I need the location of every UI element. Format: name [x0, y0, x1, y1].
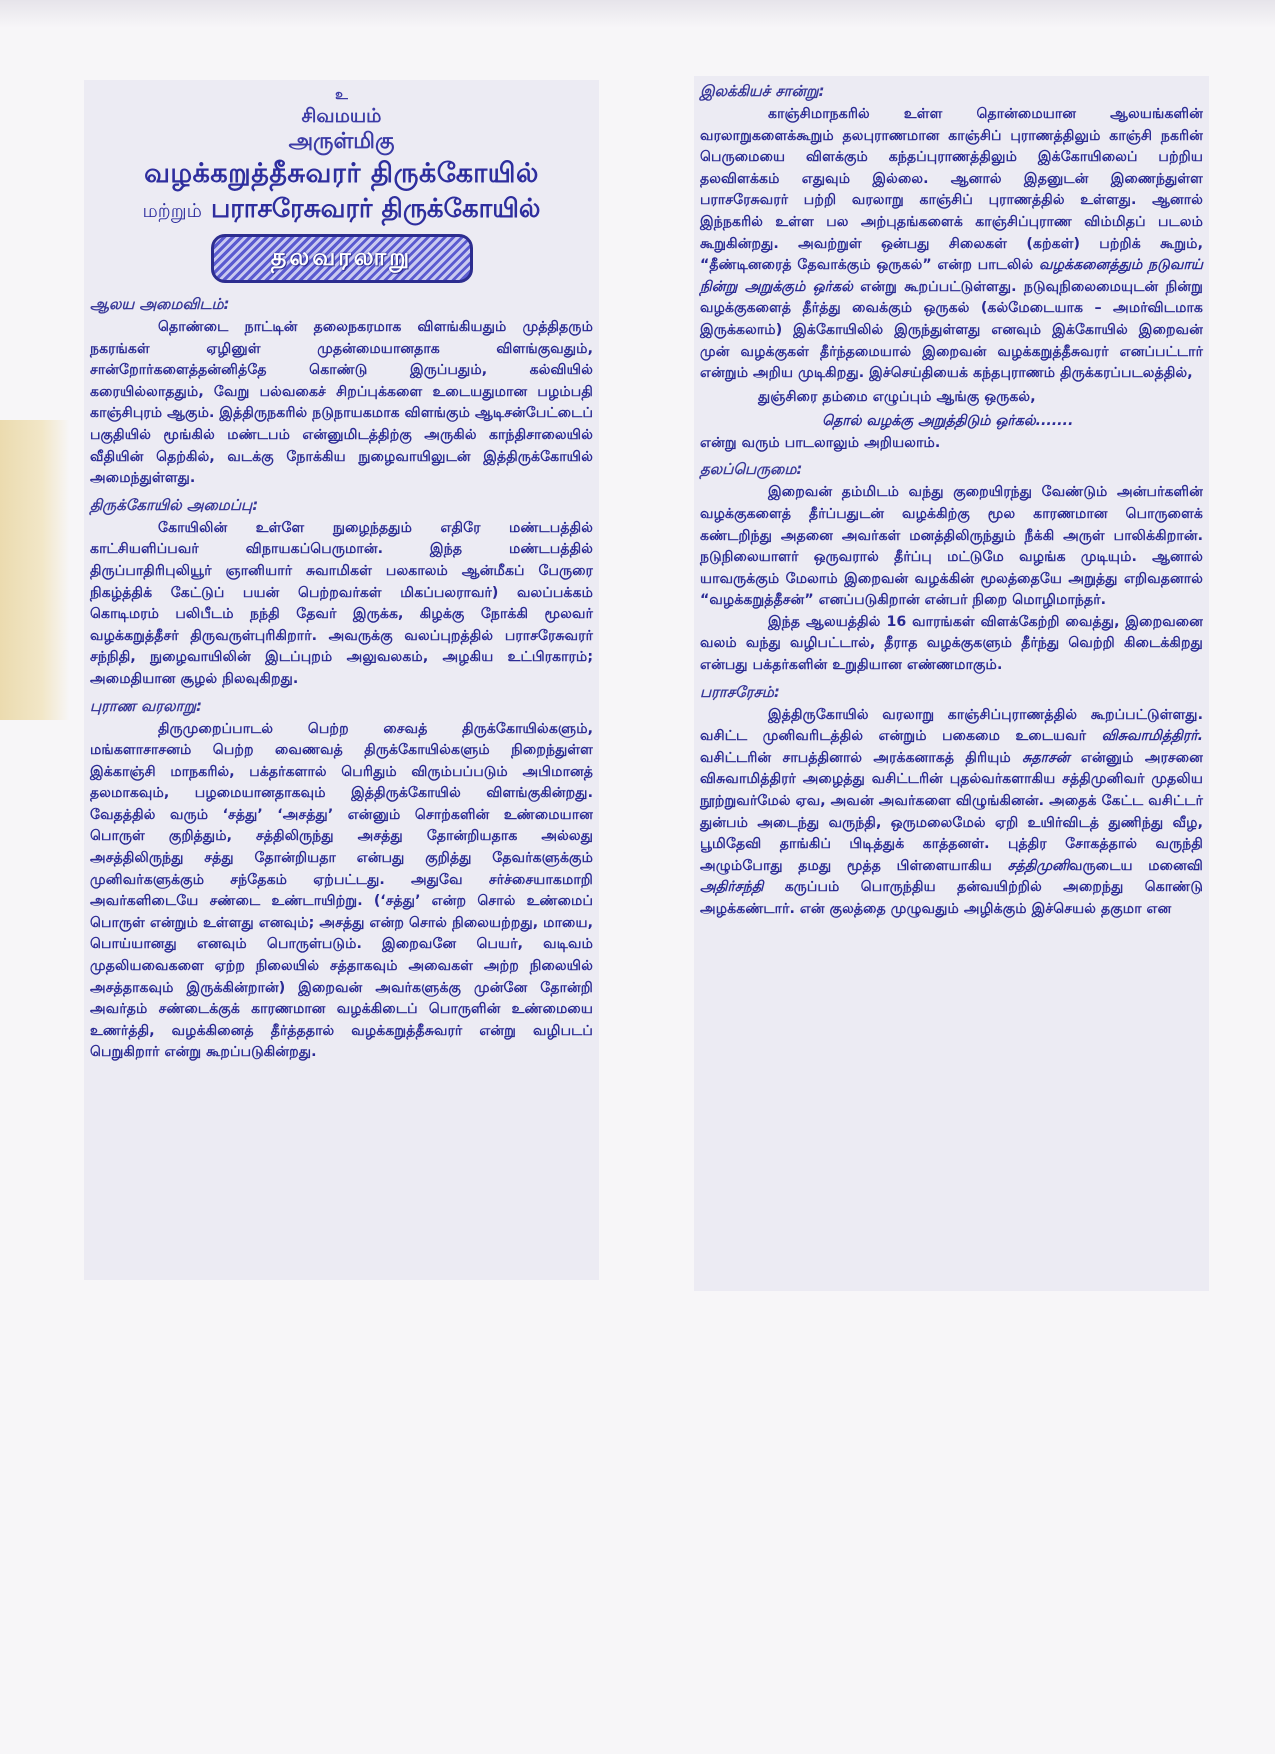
left-column [84, 80, 599, 1280]
page-top-edge [0, 0, 1275, 28]
section-text-greatness-1: இறைவன் தம்மிடம் வந்து குறையிரந்து வேண்டும் அன்பர்களின் வழக்குகளைத் தீர்ப்பதுடன் வழக்கிற்கு மூல காரணமான பொருளைக் கண்டறிந்து அதனை அவர்கள் மனத்திலிருந்தும் நீக்கி அருள் பாலிக்கிறான். நடுநிலையாளர் ஒருவரால் தீர்ப்பு மட்டுமே வழங்க முடியும். ஆனால் யாவருக்கும் மேலாம் இறைவன் வழக்கின் மூலத்தையே அறுத்து எறிவதனால் “வழக்கறுத்தீசன்” எனப்படுகிறான் என்பர் நிறை மொழிமாந்தர். [700, 484, 1203, 609]
section-title-greatness: தலப்பெருமை: [700, 460, 803, 479]
parasaresam-text-d: வருடைய மனைவி [1069, 857, 1203, 874]
section-text-literary [700, 104, 1203, 385]
temple-title-2 [90, 192, 593, 228]
section-text-structure: கோயிலின் உள்ளே நுழைந்ததும் எதிரே மண்டபத்தில் காட்சியளிப்பவர் விநாயகப்பெருமான். இந்த மண்டபத்தில் திருப்பாதிரிபுலியூர் ஞானியார் சுவாமிகள் பலகாலம் ஆன்மீகப் பேருரை நிகழ்த்திக் கேட்டுப் பயன் பெற்றவர்கள் மிகப்பலராவர்) வலப்பக்கம் கொடிமரம் பலிபீடம் நந்தி தேவர் இருக்க, கிழக்கு நோக்கி மூலவர் வழக்கறுத்தீசர் திருவருள்புரிகிறார். அவருக்கு வலப்புறத்தில் பராசரேசுவரர் சந்நிதி, நுழைவாயிலின் இடப்புறம் அலுவலகம், அழகிய உட்பிரகாரம்; அமைதியான சூழல் நிலவுகிறது. [90, 519, 593, 687]
section-text-greatness-2: இந்த ஆலயத்தில் 16 வாரங்கள் விளக்கேற்றி வைத்து, இறைவனை வலம் வந்து வழிபட்டால், தீராத வழக்குகளும் தீர்ந்து வெற்றி கிடைக்கிறது என்பது பக்தர்களின் உறுதியான எண்ணமாகும். [700, 613, 1203, 674]
verse-line-1: துஞ்சிரை தம்மை எழுப்பும் ஆங்கு ஒருகல், [758, 388, 1036, 405]
om-symbol: உ [335, 87, 348, 103]
literary-italic-quote: வழக்கனைத்தும் நடுவாய் நின்று அறுக்கும் ஒர்கல் [700, 257, 1203, 295]
literary-text-end: என்று வரும் பாடலாலும் அறியலாம். [700, 434, 941, 451]
literary-text-b: என்று கூறப்பட்டுள்ளது. நடுவுநிலைமையுடன் நின்று வழக்குகளைத் தீர்த்து வைக்கும் ஒருகல் (கல்மேடையாக – அமர்விடமாக இருக்கலாம்) இக்கோயிலில் இருந்துள்ளது எனவும் இக்கோயில் இறைவன் முன் வழக்குகள் தீர்ந்தமையால் இறைவன் வழக்கறுத்தீசுவரர் எனப்பட்டார் என்றும் அறிய முடிகிறது. இச்செய்தியைக் கந்தபுராணம் திருக்கரப்படலத்தில், [700, 278, 1203, 382]
arulmigu-line: அருள்மிகு [288, 129, 395, 154]
parasaresam-text-e: கருப்பம் பொருந்திய தன்வயிற்றில் அறைந்து கொண்டு அழக்கண்டார். என் குலத்தை முழுவதும் அழிக்கும் இச்செயல் தகுமா என [700, 879, 1203, 917]
title-temple-2: பராசரேசுவரர் திருக்கோயில் [210, 194, 541, 224]
paper-stain [0, 420, 70, 720]
section-text-parasaresam [700, 705, 1203, 921]
section-title-purana: புராண வரலாறு: [90, 696, 202, 715]
right-column [694, 76, 1209, 1291]
parasaresam-text-b: வசிட்டரின் சாபத்தினால் அரக்கனாகத் திரியும் [700, 749, 1011, 766]
badge-wrap [90, 234, 593, 283]
parasaresam-text-c: என்னும் அரசனை விசுவாமித்திரர் அழைத்து வசிட்டரின் புதல்வர்களாகிய சத்திமுனிவர் முதலிய நூற்றுவர்மேல் ஏவ, அவன் அவர்களை விழுங்கினன். அதைக் கேட்ட வசிட்டர் துன்பம் அடைந்து வருந்தி, ஒருமலைமேல் ஏறி உயிர்விடத் துணிந்து வீழ, பூமிதேவி தாங்கிப் பிடித்துக் காத்தனள். புத்திர சோகத்தால் வருந்தி அழும்போது தமது மூத்த பிள்ளையாகிய [700, 749, 1203, 874]
literary-text-a: காஞ்சிமாநகரில் உள்ள தொன்மையான ஆலயங்களின் வரலாறுகளைக்கூறும் தலபுராணமான காஞ்சிப் புராணத்திலும் காஞ்சி நகரின் பெருமையை விளக்கும் கந்தப்புராணத்திலும் இக்கோயிலைப் பற்றிய தலவிளக்கம் எதுவும் இல்லை. ஆனால் இதனுடன் இணைந்துள்ள பராசரேசுவரர் பற்றி வரலாறு காஞ்சிப் புராணத்தில் உள்ளது. ஆனால் இந்நகரில் உள்ள பல அற்புதங்களைக் காஞ்சிப்புராண விம்மிதப் படலம் கூறுகின்றது. அவற்றுள் ஒன்பது சிலைகள் (கற்கள்) பற்றிக் கூறும், “தீண்டினரைத் தேவாக்கும் ஒருகல்” என்ற பாடலில் [700, 106, 1203, 274]
temple-title-1: வழக்கறுத்தீசுவரர் திருக்கோயில் [144, 158, 539, 189]
section-text-location: தொண்டை நாட்டின் தலைநகரமாக விளங்கியதும் முத்திதரும் நகரங்கள் ஏழினுள் முதன்மையானதாக விளங்குவதும், சான்றோர்களைத்தன்னித்தே கொண்டு இருப்பதும், கல்வியில் கரையில்லாததும், வேறு பல்வகைச் சிறப்புக்களை உடையதுமான பழம்பதி காஞ்சிபுரம் ஆகும். இத்திருநகரில் நடுநாயகமாக விளங்கும் ஆடிசன்பேட்டைப் பகுதியில் மூங்கில் மண்டபம் என்னுமிடத்திற்கு அருகில் காந்திசாலையில் வீதியின் தெற்கில், வடக்கு நோக்கிய நுழைவாயிலுடன் இத்திருக்கோயில் அமைந்துள்ளது. [90, 319, 593, 487]
section-text-purana: திருமுறைப்பாடல் பெற்ற சைவத் திருக்கோயில்களும், மங்களாசாசனம் பெற்ற வைணவத் திருக்கோயில்களும் நிறைந்துள்ள இக்காஞ்சி மாநகரில், பக்தர்களால் பெரிதும் விரும்பப்படும் அபிமானத் தலமாகவும், பழமையானதாகவும் இத்திருக்கோயில் விளங்குகின்றது. வேதத்தில் வரும் ‘சத்து’ ‘அசத்து’ என்னும் சொற்களின் உண்மையான பொருள் குறித்தும், சத்திலிருந்து அசத்து தோன்றியதாக அல்லது அசத்திலிருந்து சத்து தோன்றியதா என்பது குறித்து தேவர்களுக்கும் முனிவர்களுக்கும் சந்தேகம் ஏற்பட்டது. அதுவே சர்ச்சையாகமாறி அவர்களிடையே சண்டை உண்டாயிற்று. (‘சத்து’ என்ற சொல் உண்மைப் பொருள் என்றும் உள்ளது எனவும்; அசத்து என்ற சொல் நிலையற்றது, மாயை, பொய்யானது எனவும் பொருள்படும். இறைவனே பெயர், வடிவம் முதலியவைகளை ஏற்ற நிலையில் சத்தாகவும் அவைகள் அற்ற நிலையில் அசத்தாகவும் இருக்கின்றான்) இறைவன் அவர்களுக்கு முன்னே தோன்றி அவர்தம் சண்டைக்குக் காரணமான வழக்கிடைப் பொருளின் உண்மையை உணர்த்தி, வழக்கினைத் தீர்த்ததால் வழக்கறுத்தீசுவரர் என்று வழிபடப் பெறுகிறார் என்று கூறப்படுகின்றது. [90, 720, 593, 1061]
parasaresam-italic-a: விசுவாமித்திரர். [1101, 728, 1203, 745]
sivamayam-line: சிவமயம் [301, 105, 382, 127]
section-title-parasaresam: பராசரேசம்: [700, 682, 780, 701]
verse-line-2: தொல் வழக்கு அறுத்திடும் ஒர்கல்....... [822, 412, 1074, 429]
section-title-literary: இலக்கியச் சான்று: [700, 82, 825, 100]
document-header [90, 86, 593, 228]
parasaresam-italic-b: சுதாசன் [1022, 749, 1070, 766]
sthala-history-badge: தலவரலாறு [211, 234, 473, 283]
section-title-structure: திருக்கோயில் அமைப்பு: [90, 495, 259, 514]
title-prefix: மற்றும் [142, 200, 202, 222]
parasaresam-italic-c: சத்திமுனி [1007, 857, 1070, 874]
section-title-location: ஆலய அமைவிடம்: [90, 295, 230, 313]
parasaresam-text-a: இத்திருகோயில் வரலாறு காஞ்சிப்புராணத்தில் கூறப்பட்டுள்ளது. வசிட்ட முனிவரிடத்தில் என்றும் பகைமை உடையவர் [700, 706, 1203, 745]
parasaresam-italic-d: அதிர்சந்தி [700, 879, 764, 896]
